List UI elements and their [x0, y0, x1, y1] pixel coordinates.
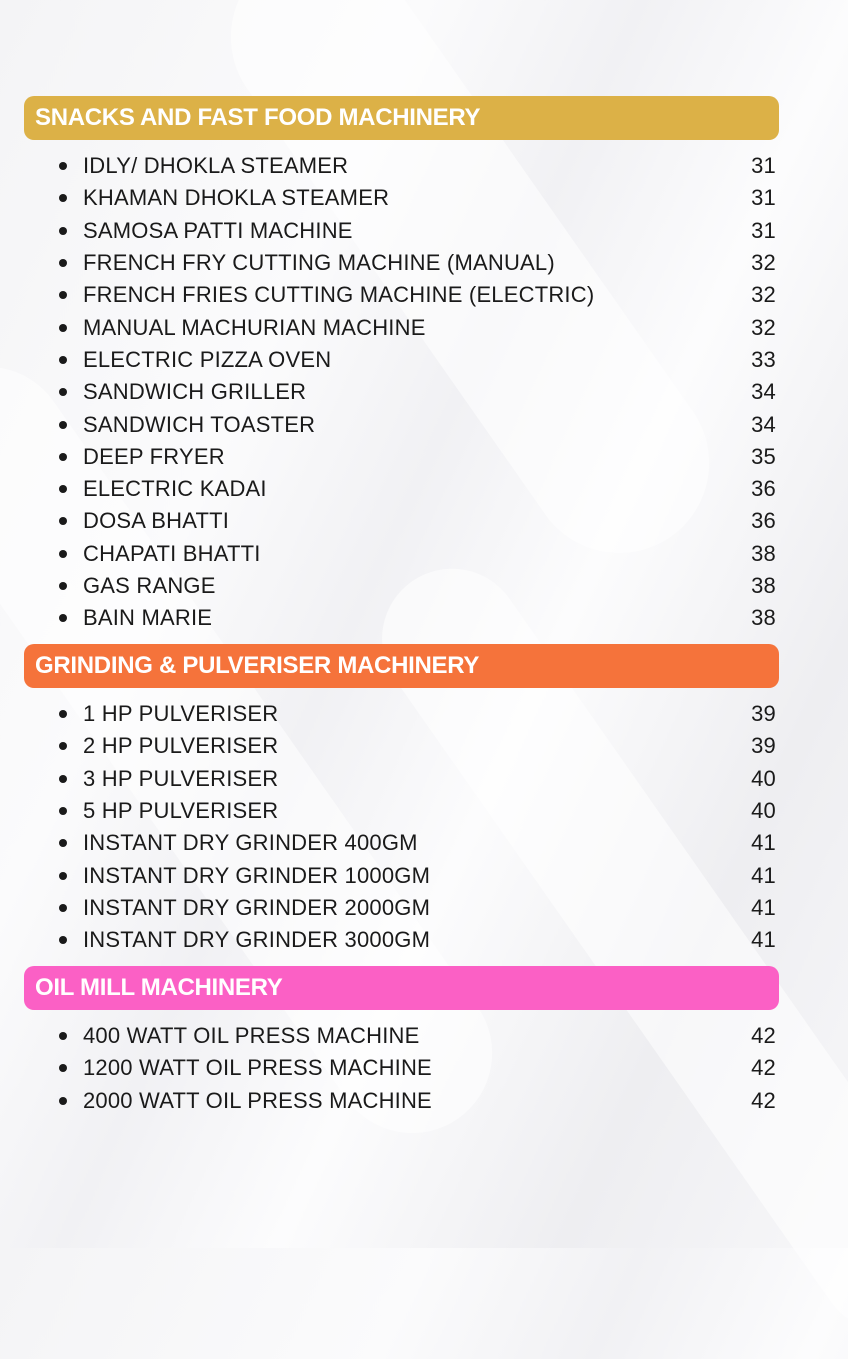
toc-entry [24, 1020, 779, 1052]
toc-entry [24, 311, 779, 343]
bullet-icon [59, 453, 67, 461]
bullet-icon [59, 807, 67, 815]
entry-label: DEEP FRYER [83, 443, 225, 469]
entry-page-number: 40 [751, 798, 776, 824]
bullet-icon [59, 775, 67, 783]
entry-label: 400 WATT OIL PRESS MACHINE [83, 1023, 420, 1049]
entry-label: DOSA BHATTI [83, 508, 230, 534]
entry-page-number: 31 [751, 153, 776, 179]
bullet-icon [59, 582, 67, 590]
bullet-icon [59, 324, 67, 332]
entry-page-number: 36 [751, 476, 776, 502]
entry-label: 5 HP PULVERISER [83, 798, 279, 824]
toc-entry [24, 150, 779, 182]
toc-entry [24, 182, 779, 214]
toc-entry [24, 924, 779, 956]
entry-page-number: 41 [751, 862, 776, 888]
bullet-icon [59, 839, 67, 847]
entry-page-number: 31 [751, 217, 776, 243]
bullet-icon [59, 742, 67, 750]
toc-entry [24, 344, 779, 376]
toc-entry [24, 892, 779, 924]
entry-page-number: 42 [751, 1087, 776, 1113]
entry-page-number: 31 [751, 185, 776, 211]
toc-entry [24, 538, 779, 570]
entry-page-number: 39 [751, 733, 776, 759]
toc-entry [24, 441, 779, 473]
entry-page-number: 38 [751, 540, 776, 566]
bullet-icon [59, 1064, 67, 1072]
bullet-icon [59, 421, 67, 429]
bullet-icon [59, 710, 67, 718]
entry-label: SANDWICH GRILLER [83, 379, 307, 405]
item-list [24, 688, 779, 956]
entry-label: SANDWICH TOASTER [83, 411, 316, 437]
bullet-icon [59, 872, 67, 880]
bullet-icon [59, 194, 67, 202]
section-oil-mill [24, 966, 779, 1117]
entry-page-number: 38 [751, 573, 776, 598]
section-header: SNACKS AND FAST FOOD MACHINERY [24, 96, 779, 140]
bullet-icon [59, 550, 67, 558]
entry-label: ELECTRIC KADAI [83, 476, 267, 502]
entry-page-number: 42 [751, 1023, 776, 1049]
entry-page-number: 39 [751, 701, 776, 727]
toc-entry [24, 247, 779, 279]
entry-label: GAS RANGE [83, 573, 216, 598]
entry-label: CHAPATI BHATTI [83, 540, 261, 566]
entry-label: 1200 WATT OIL PRESS MACHINE [83, 1055, 432, 1081]
toc-entry [24, 408, 779, 440]
toc-entry [24, 376, 779, 408]
entry-page-number: 35 [751, 443, 776, 469]
entry-label: FRENCH FRY CUTTING MACHINE (MANUAL) [83, 250, 555, 276]
toc-entry [24, 827, 779, 859]
section-header: OIL MILL MACHINERY [24, 966, 779, 1010]
entry-label: INSTANT DRY GRINDER 3000GM [83, 927, 431, 953]
entry-page-number: 41 [751, 927, 776, 953]
entry-label: IDLY/ DHOKLA STEAMER [83, 153, 349, 179]
toc-entry [24, 1085, 779, 1117]
entry-label: 3 HP PULVERISER [83, 765, 279, 791]
entry-label: 2000 WATT OIL PRESS MACHINE [83, 1087, 432, 1113]
entry-page-number: 32 [751, 250, 776, 276]
entry-page-number: 38 [751, 605, 776, 631]
entry-label: 1 HP PULVERISER [83, 701, 279, 727]
entry-label: 2 HP PULVERISER [83, 733, 279, 759]
toc-entry [24, 505, 779, 537]
toc-entry [24, 602, 779, 634]
toc-entry [24, 570, 779, 602]
section-header: GRINDING & PULVERISER MACHINERY [24, 644, 779, 688]
toc-entry [24, 473, 779, 505]
toc-entry [24, 215, 779, 247]
entry-page-number: 42 [751, 1055, 776, 1081]
entry-label: FRENCH FRIES CUTTING MACHINE (ELECTRIC) [83, 282, 595, 308]
bullet-icon [59, 485, 67, 493]
toc-entry [24, 730, 779, 762]
section-grinding [24, 644, 779, 956]
bullet-icon [59, 388, 67, 396]
bullet-icon [59, 259, 67, 267]
bullet-icon [59, 936, 67, 944]
bullet-icon [59, 227, 67, 235]
entry-label: MANUAL MACHURIAN MACHINE [83, 314, 426, 340]
bullet-icon [59, 1032, 67, 1040]
entry-page-number: 41 [751, 894, 776, 920]
entry-label: SAMOSA PATTI MACHINE [83, 217, 353, 243]
bullet-icon [59, 517, 67, 525]
entry-page-number: 40 [751, 765, 776, 791]
entry-label: ELECTRIC PIZZA OVEN [83, 346, 332, 372]
entry-page-number: 34 [751, 411, 776, 437]
entry-label: INSTANT DRY GRINDER 1000GM [83, 862, 431, 888]
toc-entry [24, 279, 779, 311]
toc-entry [24, 763, 779, 795]
entry-page-number: 36 [751, 508, 776, 534]
bullet-icon [59, 904, 67, 912]
bullet-icon [59, 162, 67, 170]
toc-entry [24, 795, 779, 827]
entry-label: INSTANT DRY GRINDER 400GM [83, 830, 418, 856]
toc-entry [24, 698, 779, 730]
entry-label: KHAMAN DHOKLA STEAMER [83, 185, 390, 211]
toc-entry [24, 1052, 779, 1084]
bullet-icon [59, 356, 67, 364]
bullet-icon [59, 614, 67, 622]
entry-page-number: 33 [751, 346, 776, 372]
entry-label: BAIN MARIE [83, 605, 213, 631]
item-list [24, 140, 779, 634]
entry-label: INSTANT DRY GRINDER 2000GM [83, 894, 431, 920]
toc-entry [24, 859, 779, 891]
item-list [24, 1010, 779, 1117]
entry-page-number: 32 [751, 314, 776, 340]
bullet-icon [59, 1097, 67, 1105]
entry-page-number: 41 [751, 830, 776, 856]
entry-page-number: 32 [751, 282, 776, 308]
section-snacks [24, 96, 779, 634]
entry-page-number: 34 [751, 379, 776, 405]
bullet-icon [59, 291, 67, 299]
